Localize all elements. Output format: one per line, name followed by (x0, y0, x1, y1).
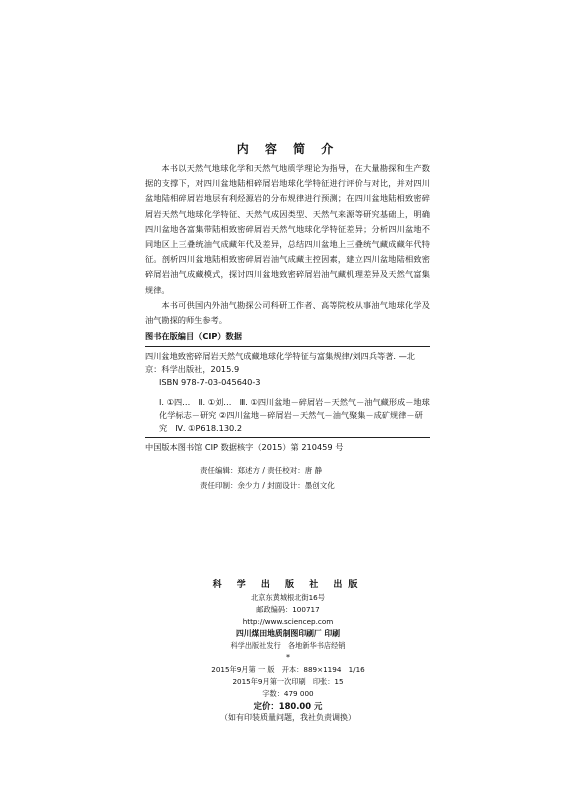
abstract (145, 161, 430, 328)
printer-name: 四川煤田地质制图印刷厂 印刷 (235, 629, 341, 638)
publisher-name: 科 学 出 版 社 出版 (212, 580, 364, 590)
publisher-address: 北京东黄城根北街16号 (251, 593, 325, 602)
staff-editor: 责任编辑：郑述方 / 责任校对：唐 静 (200, 466, 323, 475)
page-title: 内 容 简 介 (236, 142, 340, 156)
cip-title-line: 四川盆地致密碎屑岩天然气成藏地球化学特征与富集规律/刘四兵等著. —北京：科学出版社，2015.9 (145, 351, 415, 375)
staff-editor-row (200, 463, 390, 478)
distributor: 科学出版社发行 各地新华书店经销 (230, 641, 346, 650)
quality-notice: （如有印装质量问题，我社负责调换） (220, 713, 356, 722)
publisher-website: http://www.sciencep.com (242, 617, 334, 626)
staff-printing: 责任印制：余少力 / 封面设计：墨创文化 (200, 481, 335, 490)
publisher-info (0, 578, 576, 724)
publisher-postcode: 邮政编码：100717 (256, 605, 320, 614)
staff-printing-row (200, 478, 390, 493)
edition-info: 2015年9月第 一 版 开本：889×1194 1/16 (211, 665, 365, 674)
separator-dot: * (286, 653, 290, 662)
staff-credits (200, 463, 390, 493)
abstract-paragraph: 本书以天然气地球化学和天然气地质学理论为指导，在大量勘探和生产数据的支撑下，对四川盆地陆相碎屑岩地球化学特征进行评价与对比，并对四川盆地陆相碎屑岩地层有利烃源岩的分布规律进行预测；在四川盆地陆相致密碎屑岩天然气地球化学特征、天然气成因类型、天然气来源等研究基础上，明确四川盆地各富集带陆相致密碎屑岩天然气地球化学特征差异；分析四川盆地不同地区上三叠统油气成藏年代及差异，总结四川盆地上三叠统气藏成藏年代特征。剖析四川盆地陆相致密碎屑岩油气成藏主控因素，建立四川盆地陆相致密碎屑岩油气成藏模式，探讨四川盆地致密碎屑岩油气藏机理差异及天然气富集规律。 (145, 163, 430, 295)
cip-classification: Ⅰ. ①四… Ⅱ. ①刘… Ⅲ. ①四川盆地－碎屑岩－天然气－油气藏形成－地球化学标志－研究 ②四川盆地－碎屑岩－天然气－油气聚集－成矿规律－研究 Ⅳ. ①P618.130.2 (159, 396, 430, 434)
printing-info: 2015年9月第一次印刷 印张：15 (232, 677, 344, 686)
price: 定价：180.00 元 (253, 701, 323, 711)
cip-data-block (145, 330, 430, 454)
word-count: 字数：479 000 (262, 689, 314, 698)
cip-isbn: ISBN 978-7-03-045640-3 (159, 377, 261, 388)
cip-bottom-rule (145, 437, 430, 438)
cip-record-number: 中国版本图书馆 CIP 数据核字（2015）第 210459 号 (145, 442, 344, 453)
cip-top-rule (145, 346, 430, 347)
abstract-paragraph: 本书可供国内外油气勘探公司科研工作者、高等院校从事油气地球化学及油气勘探的师生参考。 (145, 299, 430, 326)
cip-header: 图书在版编目（CIP）数据 (145, 331, 242, 341)
